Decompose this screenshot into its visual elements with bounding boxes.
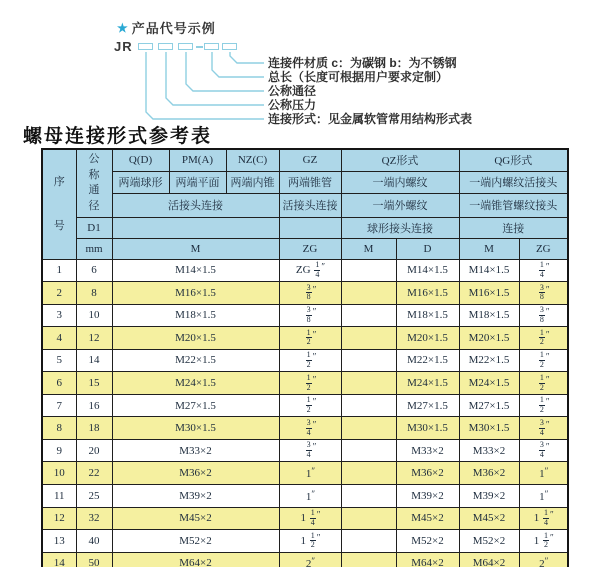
cell-qg-zg: $\frac{3}{8}$ ″	[519, 304, 568, 327]
table-row	[42, 462, 568, 485]
header-blank-gz	[279, 217, 341, 238]
cell-no: 10	[42, 462, 76, 485]
cell-qg-m: M27×1.5	[459, 394, 519, 417]
cell-qz-m	[341, 552, 396, 567]
cell-qz-d: M39×2	[396, 484, 459, 507]
header-qg-code: QG形式	[459, 149, 568, 171]
cell-no: 13	[42, 530, 76, 553]
cell-dn: 14	[76, 349, 112, 372]
table-row	[42, 327, 568, 350]
diagram-label-pressure: 公称压力	[268, 98, 317, 112]
cell-m-thread: M36×2	[112, 462, 279, 485]
cell-qg-zg: 2″	[519, 552, 568, 567]
cell-qg-m: M16×1.5	[459, 282, 519, 305]
cell-qg-zg: $\frac{3}{8}$ ″	[519, 282, 568, 305]
cell-gz-zg: $\frac{1}{2}$ ″	[279, 327, 341, 350]
cell-m-thread: M24×1.5	[112, 372, 279, 395]
cell-qz-d: M52×2	[396, 530, 459, 553]
diagram-label-connection: 连接形式：见金属软管常用结构形式表	[268, 112, 473, 126]
cell-qz-m	[341, 372, 396, 395]
cell-qg-zg: 1 $\frac{1}{4}$ ″	[519, 507, 568, 530]
cell-qz-m	[341, 530, 396, 553]
header-nz-ends: 两端内锥	[226, 171, 279, 193]
cell-dn: 50	[76, 552, 112, 567]
cell-gz-zg: 1 $\frac{1}{2}$ ″	[279, 530, 341, 553]
cell-no: 2	[42, 282, 76, 305]
table-header	[42, 149, 568, 259]
diagram-label-length: 总长（长度可根据用户要求定制）	[268, 70, 449, 84]
cell-m-thread: M27×1.5	[112, 394, 279, 417]
cell-no: 12	[42, 507, 76, 530]
cell-m-thread: M64×2	[112, 552, 279, 567]
table-row	[42, 417, 568, 440]
cell-dn: 25	[76, 484, 112, 507]
cell-qz-d: M27×1.5	[396, 394, 459, 417]
cell-m-thread: M18×1.5	[112, 304, 279, 327]
header-dn: 公 称 通 径	[76, 149, 112, 217]
table-row	[42, 282, 568, 305]
header-mm: mm	[76, 238, 112, 259]
cell-qz-d: M20×1.5	[396, 327, 459, 350]
header-qg-row3: 一端锥管螺纹接头	[459, 193, 568, 217]
cell-qz-m	[341, 304, 396, 327]
cell-qz-d: M64×2	[396, 552, 459, 567]
cell-gz-zg: $\frac{3}{8}$ ″	[279, 282, 341, 305]
cell-qg-m: M22×1.5	[459, 349, 519, 372]
cell-qz-m	[341, 394, 396, 417]
table-body	[42, 259, 568, 567]
cell-qg-zg: $\frac{1}{2}$ ″	[519, 327, 568, 350]
cell-qg-zg: $\frac{1}{2}$ ″	[519, 372, 568, 395]
header-q-code: Q(D)	[112, 149, 169, 171]
header-d1: D1	[76, 217, 112, 238]
cell-dn: 15	[76, 372, 112, 395]
cell-qg-zg: $\frac{1}{2}$ ″	[519, 349, 568, 372]
header-qz-unit-d: D	[396, 238, 459, 259]
cell-qz-m	[341, 462, 396, 485]
cell-qg-zg: $\frac{1}{2}$ ″	[519, 394, 568, 417]
header-qz-unit-m: M	[341, 238, 396, 259]
cell-dn: 16	[76, 394, 112, 417]
cell-qz-m	[341, 507, 396, 530]
cell-qz-m	[341, 282, 396, 305]
cell-dn: 18	[76, 417, 112, 440]
cell-dn: 6	[76, 259, 112, 282]
cell-qg-m: M14×1.5	[459, 259, 519, 282]
cell-qz-m	[341, 417, 396, 440]
cell-qz-d: M14×1.5	[396, 259, 459, 282]
cell-dn: 8	[76, 282, 112, 305]
table-row	[42, 484, 568, 507]
cell-qg-m: M18×1.5	[459, 304, 519, 327]
cell-gz-zg: 1″	[279, 484, 341, 507]
header-gz-unit: ZG	[279, 238, 341, 259]
cell-dn: 40	[76, 530, 112, 553]
cell-m-thread: M30×1.5	[112, 417, 279, 440]
header-nz-code: NZ(C)	[226, 149, 279, 171]
table-row	[42, 530, 568, 553]
cell-qz-m	[341, 439, 396, 462]
cell-qg-m: M20×1.5	[459, 327, 519, 350]
table-row	[42, 372, 568, 395]
cell-m-thread: M16×1.5	[112, 282, 279, 305]
cell-qz-d: M24×1.5	[396, 372, 459, 395]
cell-gz-zg: 1 $\frac{1}{4}$ ″	[279, 507, 341, 530]
cell-dn: 10	[76, 304, 112, 327]
table-row	[42, 304, 568, 327]
header-qg-unit-zg: ZG	[519, 238, 568, 259]
cell-no: 1	[42, 259, 76, 282]
cell-dn: 22	[76, 462, 112, 485]
table-title: 螺母连接形式参考表	[23, 125, 213, 147]
table-row	[42, 439, 568, 462]
cell-qg-m: M52×2	[459, 530, 519, 553]
header-pm-code: PM(A)	[169, 149, 226, 171]
cell-m-thread: M39×2	[112, 484, 279, 507]
cell-gz-zg: $\frac{3}{4}$ ″	[279, 439, 341, 462]
header-m-unit: M	[112, 238, 279, 259]
cell-m-thread: M20×1.5	[112, 327, 279, 350]
cell-qg-zg: $\frac{3}{4}$ ″	[519, 417, 568, 440]
cell-qg-zg: 1″	[519, 462, 568, 485]
cell-no: 9	[42, 439, 76, 462]
cell-gz-zg: 1″	[279, 462, 341, 485]
cell-qz-d: M22×1.5	[396, 349, 459, 372]
cell-m-thread: M33×2	[112, 439, 279, 462]
cell-m-thread: M52×2	[112, 530, 279, 553]
cell-gz-zg: $\frac{1}{2}$ ″	[279, 372, 341, 395]
cell-qg-m: M33×2	[459, 439, 519, 462]
cell-qg-m: M45×2	[459, 507, 519, 530]
header-blank-left	[112, 217, 279, 238]
cell-qg-zg: 1 $\frac{1}{2}$ ″	[519, 530, 568, 553]
table-row	[42, 552, 568, 567]
cell-no: 7	[42, 394, 76, 417]
cell-qz-m	[341, 327, 396, 350]
header-qg-row2: 一端内螺纹活接头	[459, 171, 568, 193]
cell-no: 6	[42, 372, 76, 395]
header-qz-row4: 球形接头连接	[341, 217, 459, 238]
cell-qg-m: M24×1.5	[459, 372, 519, 395]
diagram-label-diameter: 公称通径	[268, 84, 317, 98]
cell-qg-zg: $\frac{1}{4}$ ″	[519, 259, 568, 282]
cell-dn: 32	[76, 507, 112, 530]
cell-no: 4	[42, 327, 76, 350]
header-gz-ends: 两端锥管	[279, 171, 341, 193]
header-seq: 序 号	[42, 149, 76, 259]
header-pm-ends: 两端平面	[169, 171, 226, 193]
cell-gz-zg: $\frac{3}{4}$ ″	[279, 417, 341, 440]
cell-m-thread: M22×1.5	[112, 349, 279, 372]
cell-qz-d: M33×2	[396, 439, 459, 462]
cell-qg-zg: 1″	[519, 484, 568, 507]
cell-qz-d: M16×1.5	[396, 282, 459, 305]
header-gz-code: GZ	[279, 149, 341, 171]
cell-qz-d: M45×2	[396, 507, 459, 530]
table-row	[42, 507, 568, 530]
header-qg-unit-m: M	[459, 238, 519, 259]
cell-no: 3	[42, 304, 76, 327]
diagram-label-material: 连接件材质 c：为碳钢 b：为不锈钢	[268, 56, 457, 70]
cell-qz-m	[341, 259, 396, 282]
cell-gz-zg: ZG $\frac{1}{4}$ ″	[279, 259, 341, 282]
cell-gz-zg: 2″	[279, 552, 341, 567]
nut-connection-table	[41, 148, 569, 567]
cell-qg-m: M64×2	[459, 552, 519, 567]
cell-gz-zg: $\frac{1}{2}$ ″	[279, 394, 341, 417]
header-qz-row3: 一端外螺纹	[341, 193, 459, 217]
cell-no: 11	[42, 484, 76, 507]
cell-no: 8	[42, 417, 76, 440]
header-q-ends: 两端球形	[112, 171, 169, 193]
cell-no: 5	[42, 349, 76, 372]
header-qg-row4: 连接	[459, 217, 568, 238]
cell-qz-m	[341, 484, 396, 507]
header-qz-code: QZ形式	[341, 149, 459, 171]
cell-qg-m: M30×1.5	[459, 417, 519, 440]
header-qz-row2: 一端内螺纹	[341, 171, 459, 193]
cell-qz-d: M18×1.5	[396, 304, 459, 327]
cell-dn: 12	[76, 327, 112, 350]
table-row	[42, 259, 568, 282]
cell-qg-zg: $\frac{3}{4}$ ″	[519, 439, 568, 462]
cell-dn: 20	[76, 439, 112, 462]
header-left-conn: 活接头连接	[112, 193, 279, 217]
star-icon: ★	[117, 20, 129, 35]
table-row	[42, 349, 568, 372]
cell-no: 14	[42, 552, 76, 567]
cell-m-thread: M45×2	[112, 507, 279, 530]
header-gz-conn: 活接头连接	[279, 193, 341, 217]
cell-qg-m: M39×2	[459, 484, 519, 507]
product-code-prefix: JR	[114, 39, 133, 54]
cell-qz-d: M36×2	[396, 462, 459, 485]
cell-gz-zg: $\frac{1}{2}$ ″	[279, 349, 341, 372]
cell-qz-m	[341, 349, 396, 372]
cell-gz-zg: $\frac{3}{8}$ ″	[279, 304, 341, 327]
cell-qg-m: M36×2	[459, 462, 519, 485]
diagram-title-text: 产品代号示例	[131, 21, 216, 36]
cell-m-thread: M14×1.5	[112, 259, 279, 282]
cell-qz-d: M30×1.5	[396, 417, 459, 440]
table-row	[42, 394, 568, 417]
